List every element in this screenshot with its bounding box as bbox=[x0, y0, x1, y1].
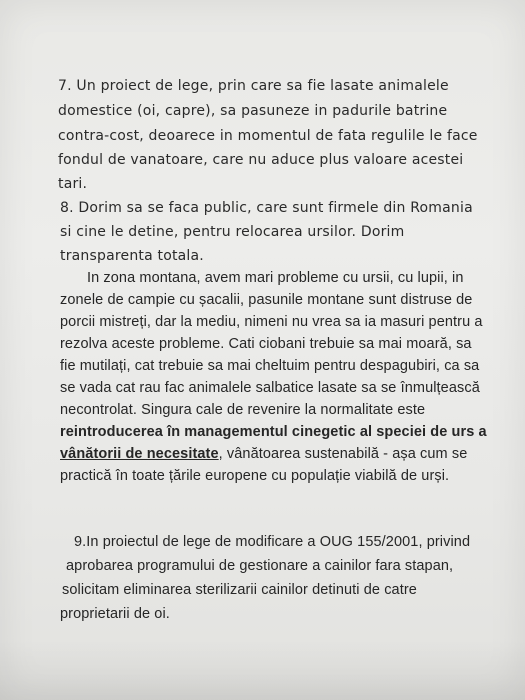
item-9-line-4: proprietarii de oi. bbox=[60, 606, 170, 622]
bears-paragraph-line-3: porcii mistreți, dar la mediu, nimeni nu vrea sa ia masuri pentru a bbox=[60, 314, 483, 330]
item-9-line-1: 9.In proiectul de lege de modificare a OUG 155/2001, privind bbox=[74, 534, 471, 550]
item-7-line-4: fondul de vanatoare, care nu aduce plus valoare acestei bbox=[58, 152, 464, 168]
bears-paragraph-line-7: necontrolat. Singura cale de revenire la normalitate este bbox=[60, 402, 426, 418]
item-8-line-3: transparenta totala. bbox=[60, 248, 204, 264]
item-7-line-1: 7. Un proiect de lege, prin care sa fie lasate animalele bbox=[58, 78, 449, 94]
item-8-line-2: si cine le detine, pentru relocarea ursilor. Dorim bbox=[60, 224, 405, 240]
item-8-line-1: 8. Dorim sa se faca public, care sunt firmele din Romania bbox=[60, 200, 473, 216]
item-7-line-3: contra-cost, deoarece in momentul de fata regulile le face bbox=[58, 128, 478, 144]
item-9-line-2: aprobarea programului de gestionare a cainilor fara stapan, bbox=[66, 558, 454, 574]
bears-paragraph-line-5: fie mutilați, cat trebuie sa mai cheltuim pentru despagubiri, ca sa bbox=[60, 358, 480, 374]
bears-paragraph-line-9 bbox=[60, 446, 467, 462]
bold-underlined-phrase: vânătorii de necesitate bbox=[60, 446, 219, 462]
item-7-line-2: domestice (oi, capre), sa pasuneze in padurile batrine bbox=[58, 103, 448, 119]
bears-paragraph-line-1: In zona montana, avem mari probleme cu ursii, cu lupii, in bbox=[87, 270, 464, 286]
item-9-line-3: solicitam eliminarea sterilizarii cainilor detinuti de catre bbox=[62, 582, 417, 598]
item-7-line-5: tari. bbox=[58, 176, 88, 192]
bears-paragraph-line-6: se vada cat rau fac animalele salbatice lasate sa se înmulțească bbox=[60, 380, 480, 396]
after-bold-text: , vânătoarea sustenabilă - așa cum se bbox=[218, 446, 468, 462]
bears-paragraph-last-line: practică în toate țările europene cu populație viabilă de urși. bbox=[60, 468, 450, 484]
page-shadow bbox=[0, 640, 525, 700]
bears-paragraph-line-2: zonele de campie cu șacalii, pasunile montane sunt distruse de bbox=[60, 292, 473, 308]
bears-paragraph-bold-line: reintroducerea în managementul cinegetic al speciei de urs a bbox=[60, 424, 487, 440]
bears-paragraph-line-4: rezolva aceste probleme. Cati ciobani trebuie sa mai moară, sa bbox=[60, 336, 472, 352]
